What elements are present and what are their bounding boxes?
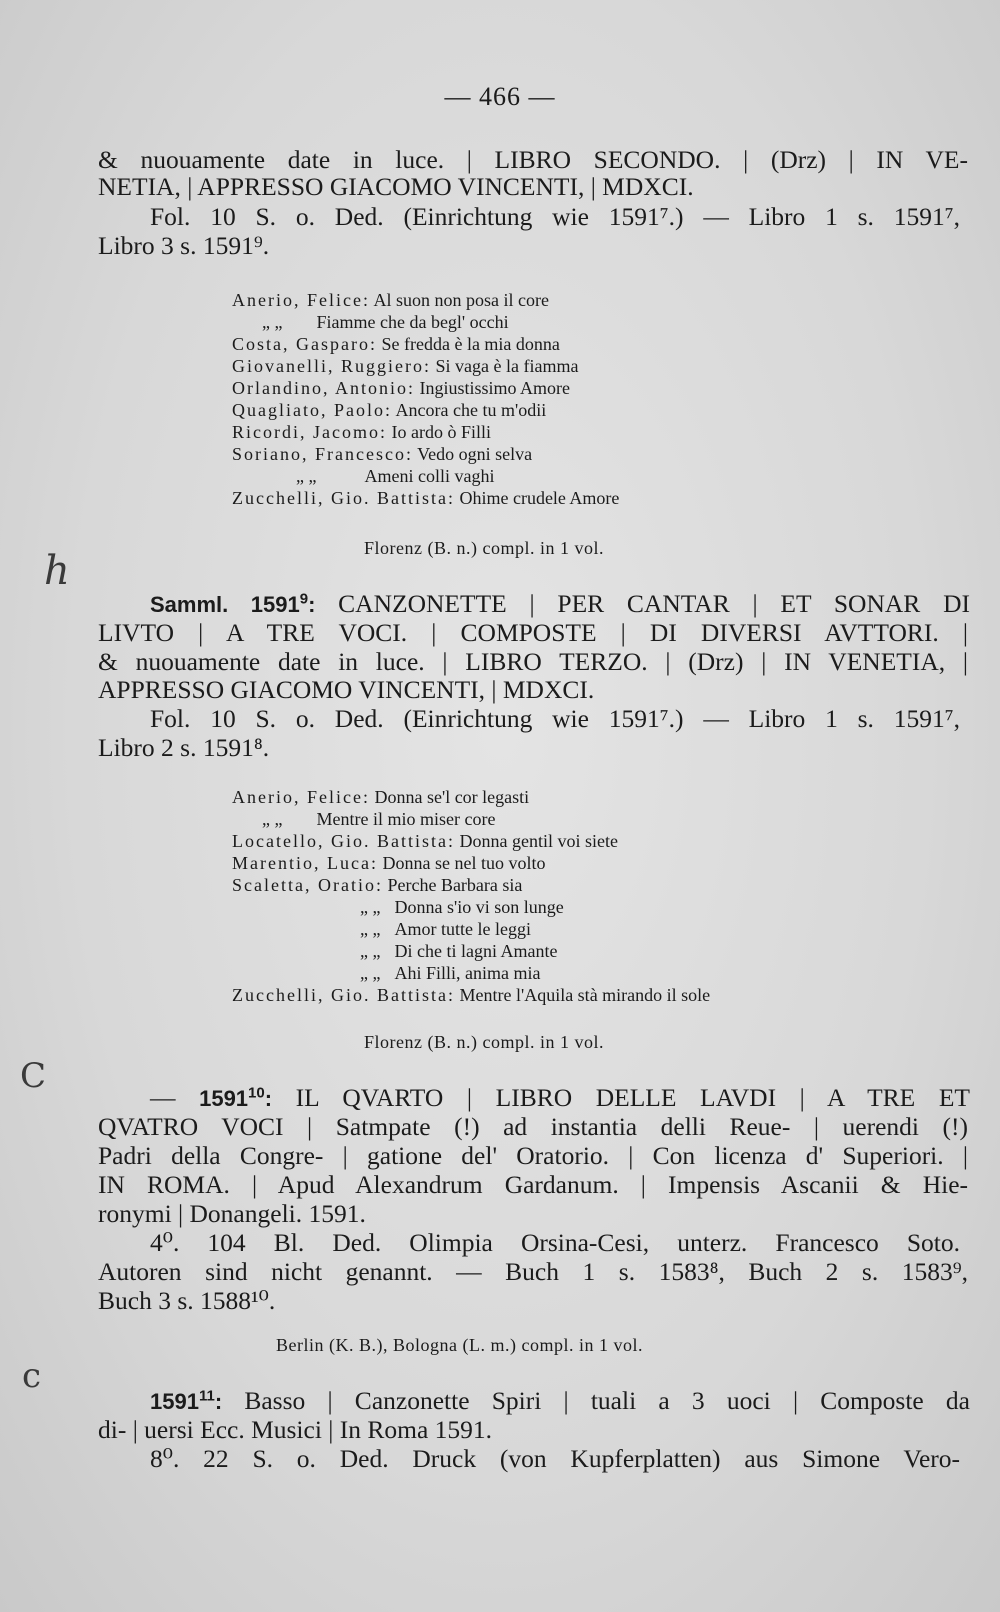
list-item: Costa, Gasparo: Se fredda è la mia donna (232, 334, 560, 354)
list-item: Marentio, Luca: Donna se nel tuo volto (232, 853, 546, 873)
list-item: Locatello, Gio. Battista: Donna gentil voi siete (232, 831, 618, 851)
list-item: Orlandino, Antonio: Ingiustissimo Amore (232, 378, 571, 398)
text-line: di- | uersi Ecc. Musici | In Roma 1591. (98, 1415, 493, 1444)
list-item: „ „ Mentre il mio miser core (262, 809, 496, 829)
text-line: ronymi | Donangeli. 1591. (98, 1199, 366, 1228)
page-number: — 466 — (444, 82, 556, 111)
list-item: Scaletta, Oratio: Perche Barbara sia (232, 875, 523, 895)
list-item: „ „ Donna s'io vi son lunge (360, 897, 564, 917)
text-line: Libro 2 s. 1591⁸. (98, 733, 270, 762)
margin-mark: c (22, 1356, 42, 1396)
library-location: Florenz (B. n.) compl. in 1 vol. (364, 1032, 604, 1052)
list-item: Soriano, Francesco: Vedo ogni selva (232, 444, 533, 464)
list-item: Zucchelli, Gio. Battista: Ohime crudele Amore (232, 488, 620, 508)
text-line: Fol. 10 S. o. Ded. (Einrichtung wie 1591⁷.) — Libro 1 s. 1591⁷, (150, 202, 960, 231)
list-item: „ „ Ahi Filli, anima mia (360, 963, 541, 983)
list-item: Giovanelli, Ruggiero: Si vaga è la fiamma (232, 356, 579, 376)
text-line: APPRESSO GIACOMO VINCENTI, | MDXCI. (98, 675, 595, 704)
margin-mark: h (44, 548, 70, 594)
list-item: „ „ Amor tutte le leggi (360, 919, 531, 939)
list-item: Anerio, Felice: Donna se'l cor legasti (232, 787, 530, 807)
library-location: Berlin (K. B.), Bologna (L. m.) compl. in 1 vol. (276, 1335, 643, 1355)
list-item: Zucchelli, Gio. Battista: Mentre l'Aquila stà mirando il sole (232, 985, 711, 1005)
text-line: Autoren sind nicht genannt. — Buch 1 s. 1583⁸, Buch 2 s. 1583⁹, (98, 1257, 968, 1286)
text-line: Buch 3 s. 1588¹⁰. (98, 1286, 276, 1315)
text-line: Samml. 1591$^9$: CANZONETTE | PER CANTAR | ET SONAR DI (150, 589, 970, 618)
text-line: 8⁰. 22 S. o. Ded. Druck (von Kupferplatten) aus Simone Vero- (150, 1444, 960, 1473)
text-line: 1591$^{11}$: Basso | Canzonette Spiri | tuali a 3 uoci | Composte da (150, 1386, 970, 1415)
text-line: 4⁰. 104 Bl. Ded. Olimpia Orsina-Cesi, unterz. Francesco Soto. (150, 1228, 960, 1257)
list-item: Quagliato, Paolo: Ancora che tu m'odii (232, 400, 547, 420)
margin-mark: C (20, 1056, 47, 1096)
list-item: Anerio, Felice: Al suon non posa il core (232, 290, 549, 310)
text-line: & nuouamente date in luce. | LIBRO SECONDO. | (Drz) | IN VE- (98, 145, 968, 174)
text-line: QVATRO VOCI | Satmpate (!) ad instantia delli Reue- | uerendi (!) (98, 1112, 968, 1141)
list-item: Ricordi, Jacomo: Io ardo ò Filli (232, 422, 491, 442)
text-line: NETIA, | APPRESSO GIACOMO VINCENTI, | MDXCI. (98, 172, 694, 201)
list-item: „ „ Ameni colli vaghi (296, 466, 495, 486)
library-location: Florenz (B. n.) compl. in 1 vol. (364, 538, 604, 558)
text-line: Libro 3 s. 1591⁹. (98, 231, 270, 260)
text-line: Padri della Congre- | gatione del' Oratorio. | Con licenza d' Superiori. | (98, 1141, 968, 1170)
list-item: „ „ Di che ti lagni Amante (360, 941, 558, 961)
text-line: — 1591$^{10}$: IL QVARTO | LIBRO DELLE LAVDI | A TRE ET (150, 1083, 970, 1112)
text-line: Fol. 10 S. o. Ded. (Einrichtung wie 1591⁷.) — Libro 1 s. 1591⁷, (150, 704, 960, 733)
text-line: & nuouamente date in luce. | LIBRO TERZO. | (Drz) | IN VENETIA, | (98, 647, 968, 676)
text-line: LIVTO | A TRE VOCI. | COMPOSTE | DI DIVERSI AVTTORI. | (98, 618, 968, 647)
list-item: „ „ Fiamme che da begl' occhi (262, 312, 509, 332)
text-line: IN ROMA. | Apud Alexandrum Gardanum. | Impensis Ascanii & Hie- (98, 1170, 968, 1199)
